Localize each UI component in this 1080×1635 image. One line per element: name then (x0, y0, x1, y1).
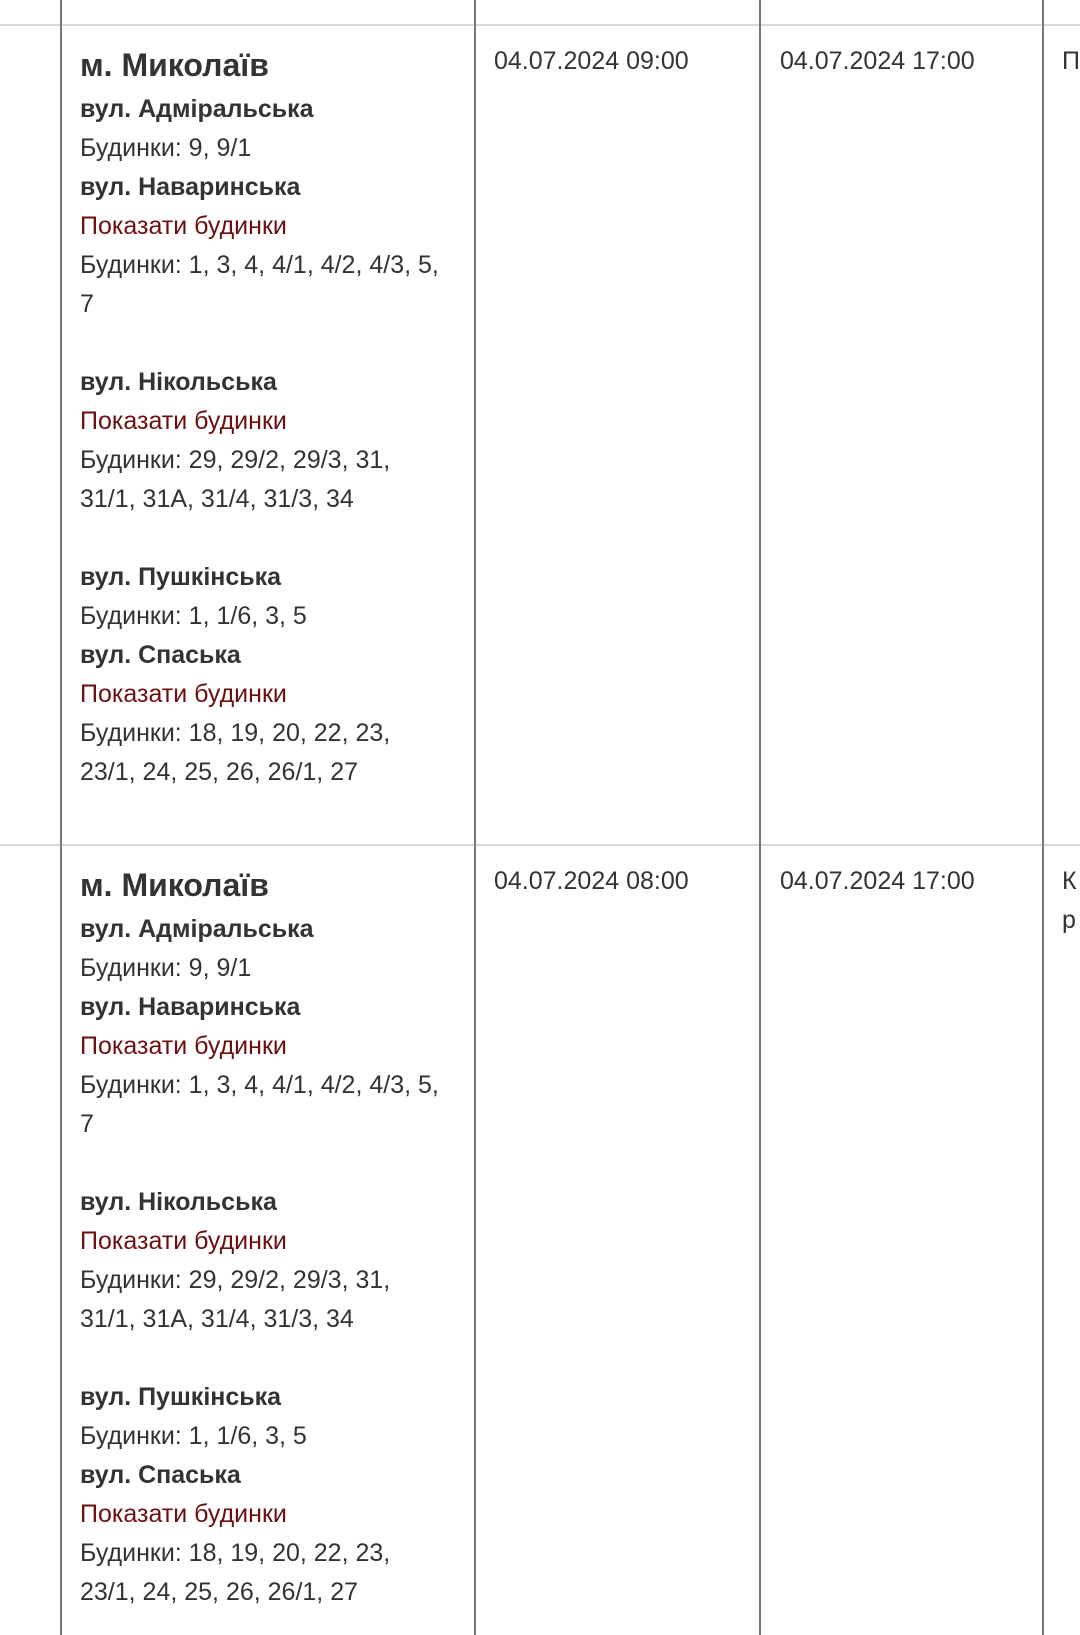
block-spacer (80, 324, 450, 363)
column-divider (1042, 0, 1044, 1635)
houses-list: Будинки: 9, 9/1 (80, 954, 252, 982)
column-divider (759, 0, 761, 1635)
outage-type: П (1062, 47, 1080, 75)
street-name: вул. Спаська (80, 641, 241, 669)
street-block (80, 988, 450, 1183)
row-number (0, 862, 26, 901)
city-name: м. Миколаїв (80, 867, 269, 903)
start-time: 04.07.2024 08:00 (494, 867, 689, 895)
end-time: 04.07.2024 17:00 (780, 867, 975, 895)
street-block (80, 910, 450, 988)
block-spacer (80, 519, 450, 558)
street-block (80, 558, 450, 636)
street-name: вул. Пушкінська (80, 563, 282, 591)
show-houses-link[interactable]: Показати будинки (80, 1227, 287, 1255)
houses-list: Будинки: 9, 9/1 (80, 134, 252, 162)
street-block (80, 168, 450, 363)
street-name: вул. Нікольська (80, 1188, 277, 1216)
show-houses-link[interactable]: Показати будинки (80, 1500, 287, 1528)
street-block (80, 1183, 450, 1378)
outage-type (1062, 862, 1080, 940)
show-houses-link[interactable]: Показати будинки (80, 1032, 287, 1060)
row-divider (0, 24, 1080, 26)
address-cell (80, 42, 450, 792)
street-name: вул. Наваринська (80, 993, 301, 1021)
column-divider (474, 0, 476, 1635)
street-name: вул. Пушкінська (80, 1383, 282, 1411)
houses-list: Будинки: 18, 19, 20, 22, 23, 23/1, 24, 25, 26, 26/1, 27 (80, 1539, 391, 1606)
show-houses-link[interactable]: Показати будинки (80, 680, 287, 708)
start-time: 04.07.2024 09:00 (494, 47, 689, 75)
houses-list: Будинки: 29, 29/2, 29/3, 31, 31/1, 31А, 31/4, 31/3, 34 (80, 446, 391, 513)
street-block (80, 363, 450, 558)
houses-list: Будинки: 29, 29/2, 29/3, 31, 31/1, 31А, 31/4, 31/3, 34 (80, 1266, 391, 1333)
row-divider (0, 844, 1080, 846)
street-block (80, 636, 450, 792)
street-block (80, 1378, 450, 1456)
houses-list: Будинки: 1, 1/6, 3, 5 (80, 602, 307, 630)
street-name: вул. Спаська (80, 1461, 241, 1489)
houses-list: Будинки: 1, 1/6, 3, 5 (80, 1422, 307, 1450)
houses-list: Будинки: 1, 3, 4, 4/1, 4/2, 4/3, 5, 7 (80, 1071, 439, 1138)
address-cell (80, 862, 450, 1612)
show-houses-link[interactable]: Показати будинки (80, 212, 287, 240)
block-spacer (80, 1144, 450, 1183)
column-divider (60, 0, 62, 1635)
city-name: м. Миколаїв (80, 47, 269, 83)
street-name: вул. Адміральська (80, 95, 314, 123)
show-houses-link[interactable]: Показати будинки (80, 407, 287, 435)
block-spacer (80, 1339, 450, 1378)
street-block (80, 1456, 450, 1612)
street-block (80, 90, 450, 168)
row-number (0, 42, 26, 81)
outage-type-line: р (1062, 906, 1076, 934)
street-name: вул. Адміральська (80, 915, 314, 943)
outage-type-line: К (1062, 867, 1077, 895)
street-name: вул. Наваринська (80, 173, 301, 201)
street-name: вул. Нікольська (80, 368, 277, 396)
end-time: 04.07.2024 17:00 (780, 47, 975, 75)
houses-list: Будинки: 1, 3, 4, 4/1, 4/2, 4/3, 5, 7 (80, 251, 439, 318)
houses-list: Будинки: 18, 19, 20, 22, 23, 23/1, 24, 25, 26, 26/1, 27 (80, 719, 391, 786)
